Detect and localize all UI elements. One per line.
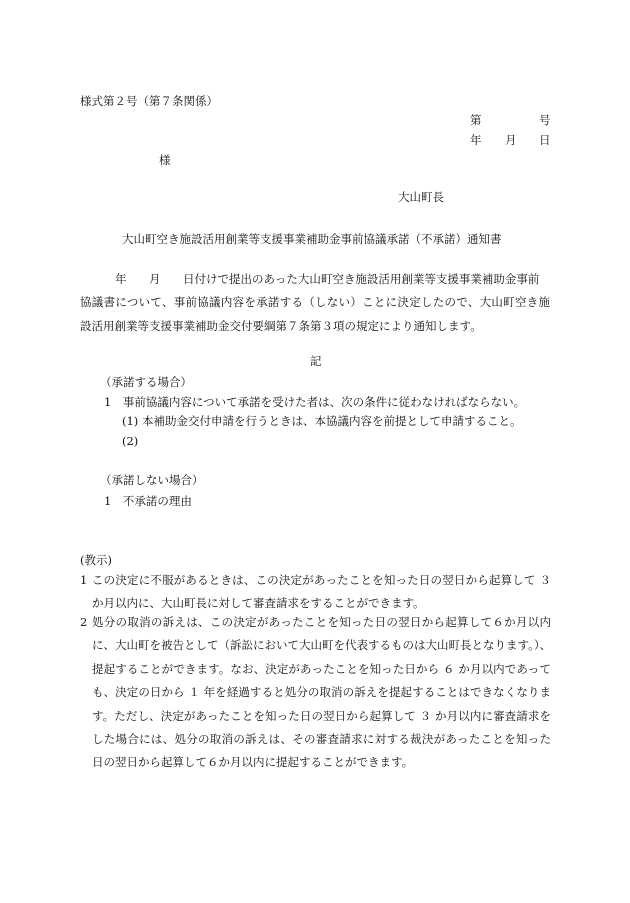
date-day-label: 日 xyxy=(539,133,551,147)
number-label-suffix: 号 xyxy=(539,113,551,127)
notice-item-2-number: 2 xyxy=(80,615,88,629)
notice-item-2-line-2: に、大山町を被告として（訴訟において大山町を代表するものは大山町長となります。）、 xyxy=(92,638,552,653)
issuer-name: 大山町長 xyxy=(398,190,444,204)
approve-sub-item-1: (1) 本補助金交付申請を行うときは、本協議内容を前提として申請すること。 xyxy=(122,414,522,428)
notice-item-2-line-3: 提起することができます。なお、決定があったことを知った日から ６ か月以内であって xyxy=(92,661,551,676)
approve-sub-item-2: (2) xyxy=(122,434,139,448)
date-year-label: 年 xyxy=(470,133,482,147)
body-line-2: 協議書について、事前協議内容を承諾する（しない）ことに決定したので、大山町空き施 xyxy=(80,295,550,309)
record-heading: 記 xyxy=(310,354,322,368)
body-date-month: 月 xyxy=(149,272,161,286)
notice-item-2-line-6: した場合には、処分の取消の訴えは、その審査請求に対する裁決があったことを知った xyxy=(92,732,551,747)
deny-item-1: 1 不承諾の理由 xyxy=(104,494,192,508)
notice-item-2 xyxy=(92,611,551,775)
notice-item-1-number: 1 xyxy=(80,573,88,587)
notice-item-2-line-7: 日の翌日から起算して６か月以内に提起することができます。 xyxy=(92,755,414,770)
body-line-3: 設活用創業等支援事業補助金交付要綱第７条第３項の規定により通知します。 xyxy=(80,318,482,333)
notice-item-1 xyxy=(92,569,551,616)
notice-item-2-line-5: す。ただし、決定があったことを知った日の翌日から起算して ３ か月以内に審査請求を xyxy=(92,708,551,723)
body-line-1-rest: 日付けで提出のあった大山町空き施設活用創業等支援事業補助金事前 xyxy=(183,272,540,286)
date-month-label: 月 xyxy=(505,133,517,147)
addressee-suffix: 様 xyxy=(159,153,171,167)
body-date-year: 年 xyxy=(115,272,127,286)
document-title: 大山町空き施設活用創業等支援事業補助金事前協議承諾（不承諾）通知書 xyxy=(122,232,502,246)
form-label: 様式第２号（第７条関係） xyxy=(80,94,218,108)
deny-heading: （承諾しない場合） xyxy=(100,473,204,487)
notice-item-2-line-1: 処分の取消の訴えは、この決定があったことを知った日の翌日から起算して６か月以内 xyxy=(92,615,551,629)
notice-item-1-line-2: か月以内に、大山町長に対して審査請求をすることができます。 xyxy=(92,596,425,611)
approve-heading: （承諾する場合） xyxy=(100,375,192,389)
number-label-prefix: 第 xyxy=(470,113,482,127)
notice-heading: (教示) xyxy=(80,553,112,567)
approve-item-1: 1 事前協議内容について承諾を受けた者は、次の条件に従わなければならない。 xyxy=(104,395,526,409)
body-paragraph xyxy=(80,291,550,338)
notice-item-1-line-1: この決定に不服があるときは、この決定があったことを知った日の翌日から起算して ３ xyxy=(92,573,551,587)
notice-item-2-line-4: も、決定の日から １ 年を経過すると処分の取消の訴えを提起することはできなくなりま xyxy=(92,685,551,700)
